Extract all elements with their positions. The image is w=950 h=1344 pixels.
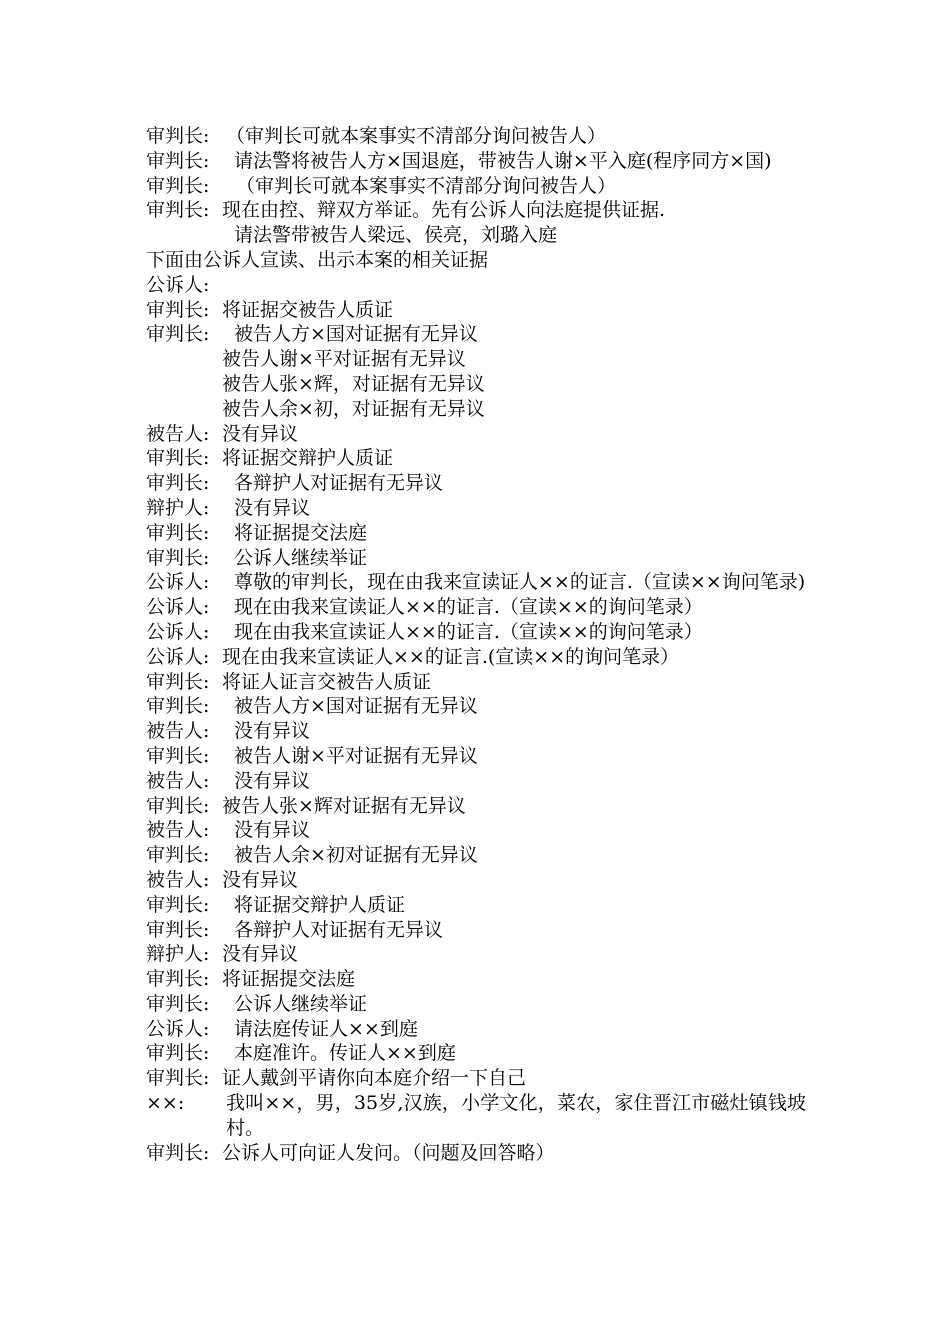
transcript-line (146, 1017, 816, 1042)
line-text: 公诉人继续举证 (234, 992, 368, 1015)
line-text: 没有异议 (222, 943, 299, 966)
line-text: 尊敬的审判长，现在由我来宣读证人××的证言.（宣读××询问笔录) (234, 571, 806, 594)
speaker-label: 辩护人: (146, 943, 210, 966)
speaker-label: 被告人: (146, 720, 210, 743)
speaker-label: 审判长: (146, 546, 210, 569)
transcript-line (146, 248, 816, 273)
speaker-label: 审判长: (146, 521, 210, 544)
line-text: 下面由公诉人宣读、出示本案的相关证据 (146, 248, 489, 271)
transcript-line (146, 372, 816, 397)
line-text: 将证据交辩护人质证 (222, 447, 394, 470)
speaker-label: 被告人: (146, 422, 210, 445)
transcript-line (146, 446, 816, 471)
transcript-line (146, 174, 816, 199)
transcript-line (146, 992, 816, 1017)
speaker-label (146, 372, 222, 397)
line-text: 各辩护人对证据有无异议 (234, 918, 444, 941)
transcript-line (146, 918, 816, 943)
line-text: 公诉人继续举证 (234, 546, 368, 569)
line-text: 现在由我来宣读证人××的证言.（宣读××的询问笔录） (234, 620, 703, 643)
line-text: 请法警将被告人方×国退庭，带被告人谢×平入庭(程序同方×国) (234, 149, 772, 172)
line-text: 请法警带被告人梁远、侯亮，刘璐入庭 (234, 224, 558, 247)
speaker-label: ××: (146, 1092, 185, 1115)
transcript-line (146, 496, 816, 521)
speaker-label (146, 347, 222, 372)
speaker-label: 公诉人: (146, 645, 210, 668)
line-text: 被告人方×国对证据有无异议 (234, 323, 478, 346)
speaker-label: 审判长: (146, 174, 210, 197)
transcript-line (146, 893, 816, 918)
line-text: 被告人余×初对证据有无异议 (234, 844, 478, 867)
transcript-line (146, 719, 816, 744)
speaker-label: 被告人: (146, 769, 210, 792)
transcript-line (146, 1141, 816, 1166)
speaker-label: 辩护人: (146, 496, 210, 519)
transcript-line (146, 198, 816, 223)
speaker-label: 审判长: (146, 125, 210, 147)
speaker-label: 公诉人: (146, 596, 210, 619)
transcript-line (146, 595, 816, 620)
transcript-line (146, 347, 816, 372)
transcript-line (146, 397, 816, 422)
transcript-line (146, 694, 816, 719)
line-text: 被告人方×国对证据有无异议 (234, 695, 478, 718)
speaker-label: 审判长: (146, 1141, 210, 1164)
transcript-line (146, 521, 816, 546)
line-text: 没有异议 (234, 769, 311, 792)
transcript-line (146, 223, 816, 248)
line-text: 现在由我来宣读证人××的证言.（宣读××的询问笔录） (234, 596, 703, 619)
line-text: 现在由我来宣读证人××的证言.(宣读××的询问笔录） (222, 645, 680, 668)
line-text: 没有异议 (222, 422, 299, 445)
court-transcript (146, 124, 816, 1165)
transcript-line (146, 868, 816, 893)
transcript-line (146, 620, 816, 645)
speaker-label: 审判长: (146, 844, 210, 867)
line-text: 将证据交被告人质证 (222, 298, 394, 321)
transcript-line (146, 818, 816, 843)
transcript-line (146, 1091, 816, 1141)
transcript-line (146, 149, 816, 174)
line-text: 证人戴剑平请你向本庭介绍一下自己 (222, 1067, 527, 1090)
transcript-line (146, 570, 816, 595)
line-text: （审判长可就本案事实不清部分询问被告人） (226, 125, 607, 147)
line-text: 没有异议 (234, 819, 311, 842)
speaker-label: 审判长: (146, 298, 210, 321)
line-text (222, 273, 816, 298)
line-text: 现在由控、辩双方举证。先有公诉人向法庭提供证据. (222, 199, 666, 222)
transcript-line (146, 794, 816, 819)
transcript-line (146, 124, 816, 149)
speaker-label: 审判长: (146, 1042, 210, 1065)
line-text: 被告人谢×平对证据有无异议 (234, 744, 478, 767)
speaker-label: 被告人: (146, 868, 210, 891)
transcript-line (146, 670, 816, 695)
line-text: 将证据交辩护人质证 (234, 893, 406, 916)
speaker-label (146, 223, 234, 248)
transcript-line (146, 322, 816, 347)
line-text: 被告人余×初，对证据有无异议 (222, 397, 485, 420)
line-text: 将证据提交法庭 (222, 968, 356, 991)
speaker-label (146, 397, 222, 422)
line-text: 各辩护人对证据有无异议 (234, 472, 444, 495)
line-text: 没有异议 (234, 496, 311, 519)
transcript-line (146, 298, 816, 323)
speaker-label: 审判长: (146, 472, 210, 495)
speaker-label: 被告人: (146, 819, 210, 842)
speaker-label: 审判长: (146, 744, 210, 767)
transcript-line (146, 843, 816, 868)
line-text: （审判长可就本案事实不清部分询问被告人） (236, 174, 617, 197)
speaker-label: 公诉人: (146, 620, 210, 643)
line-text: 被告人谢×平对证据有无异议 (222, 348, 466, 371)
transcript-line (146, 273, 816, 298)
line-text: 被告人张×辉，对证据有无异议 (222, 372, 485, 395)
transcript-line (146, 942, 816, 967)
transcript-line (146, 744, 816, 769)
line-text: 公诉人可向证人发问。（问题及回答略） (222, 1141, 555, 1164)
speaker-label: 审判长: (146, 447, 210, 470)
line-text: 没有异议 (222, 868, 299, 891)
speaker-label: 审判长: (146, 918, 210, 941)
transcript-line (146, 422, 816, 447)
line-text: 将证人证言交被告人质证 (222, 670, 432, 693)
transcript-line (146, 1041, 816, 1066)
line-text: 没有异议 (234, 720, 311, 743)
transcript-line (146, 1066, 816, 1091)
transcript-line (146, 645, 816, 670)
transcript-line (146, 967, 816, 992)
speaker-label: 公诉人: (146, 1017, 210, 1040)
line-text: 将证据提交法庭 (234, 521, 368, 544)
speaker-label: 审判长: (146, 695, 210, 718)
speaker-label: 审判长: (146, 199, 210, 222)
transcript-line (146, 769, 816, 794)
transcript-line (146, 471, 816, 496)
line-text: 我叫××，男，35岁,汉族，小学文化，菜农，家住晋江市磁灶镇钱坡村。 (226, 1092, 806, 1139)
speaker-label: 公诉人: (146, 273, 210, 296)
speaker-label: 审判长: (146, 1067, 210, 1090)
speaker-label: 公诉人: (146, 571, 210, 594)
speaker-label: 审判长: (146, 323, 210, 346)
line-text: 本庭准许。传证人××到庭 (234, 1042, 456, 1065)
line-text: 被告人张×辉对证据有无异议 (222, 794, 466, 817)
speaker-label: 审判长: (146, 992, 210, 1015)
speaker-label: 审判长: (146, 149, 210, 172)
transcript-line (146, 546, 816, 571)
speaker-label: 审判长: (146, 893, 210, 916)
speaker-label: 审判长: (146, 794, 210, 817)
speaker-label: 审判长: (146, 670, 210, 693)
speaker-label: 审判长: (146, 968, 210, 991)
line-text: 请法庭传证人××到庭 (234, 1017, 418, 1040)
